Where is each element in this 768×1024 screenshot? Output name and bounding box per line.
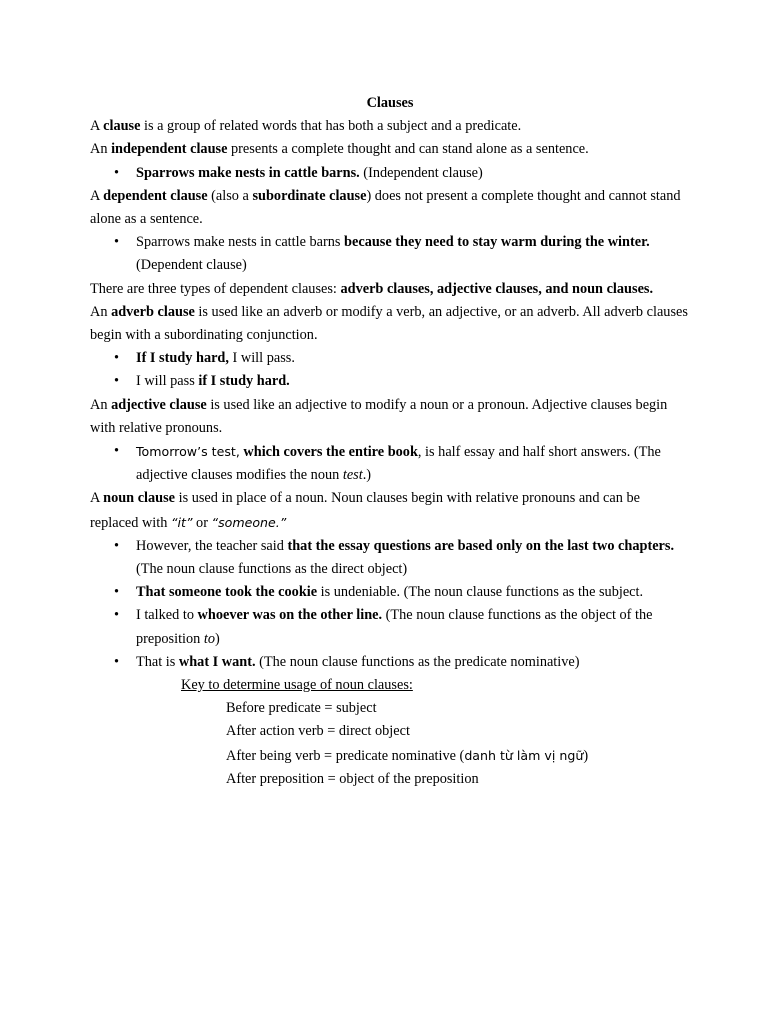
adjective-clause-definition: An adjective clause is used like an adjective to modify a noun or a pronoun. Adjective clauses begin with relative pronouns.	[90, 396, 668, 436]
dependent-example-list	[90, 231, 690, 277]
list-item: • I talked to whoever was on the other line. (The noun clause functions as the object of the preposition to)	[90, 604, 690, 650]
key-row-object-of-preposition: After preposition = object of the preposition	[226, 770, 479, 787]
list-item: • Tomorrow’s test, which covers the entire book, is half essay and half short answers. (The adjective clauses modifies the noun test.)	[90, 440, 690, 487]
list-item: • Sparrows make nests in cattle barns because they need to stay warm during the winter. (Dependent clause)	[90, 231, 690, 277]
adjective-example-list	[90, 440, 690, 487]
list-item: • Sparrows make nests in cattle barns. (Independent clause)	[90, 162, 690, 185]
page-title: Clauses	[366, 95, 414, 111]
adverb-clause-definition: An adverb clause is used like an adverb or modify a verb, an adjective, or an adverb. All adverb clauses begin with a subordinating conjunction.	[90, 303, 688, 344]
key-row-predicate-nominative: After being verb = predicate nominative (danh từ làm vị ngữ)	[226, 747, 589, 764]
key-row-direct-object: After action verb = direct object	[226, 723, 410, 740]
adverb-example-list	[90, 347, 690, 393]
dependent-clause-definition: A dependent clause (also a subordinate clause) does not present a complete thought and cannot stand alone as a sentence.	[90, 187, 681, 228]
key-row-subject: Before predicate = subject	[226, 700, 377, 717]
list-item: • That is what I want. (The noun clause functions as the predicate nominative)	[90, 651, 690, 674]
independent-clause-definition: An independent clause presents a complete thought and can stand alone as a sentence.	[90, 141, 589, 158]
list-item: • That someone took the cookie is undeniable. (The noun clause functions as the subject.	[90, 581, 690, 604]
clause-definition: A clause is a group of related words that has both a subject and a predicate.	[90, 118, 522, 135]
list-item: • I will pass if I study hard.	[90, 370, 690, 393]
independent-example-list	[90, 162, 690, 185]
list-item: • However, the teacher said that the essay questions are based only on the last two chapters. (The noun clause functions as the direct object)	[90, 535, 690, 581]
dependent-types-paragraph: There are three types of dependent clauses: adverb clauses, adjective clauses, and noun clauses.	[90, 280, 654, 297]
list-item: • If I study hard, I will pass.	[90, 347, 690, 370]
key-heading: Key to determine usage of noun clauses:	[181, 677, 413, 694]
document-body	[90, 92, 690, 791]
noun-example-list	[90, 535, 690, 674]
noun-clause-definition: A noun clause is used in place of a noun. Noun clauses begin with relative pronouns and can be replaced with “it” or “someone.”	[90, 490, 640, 531]
